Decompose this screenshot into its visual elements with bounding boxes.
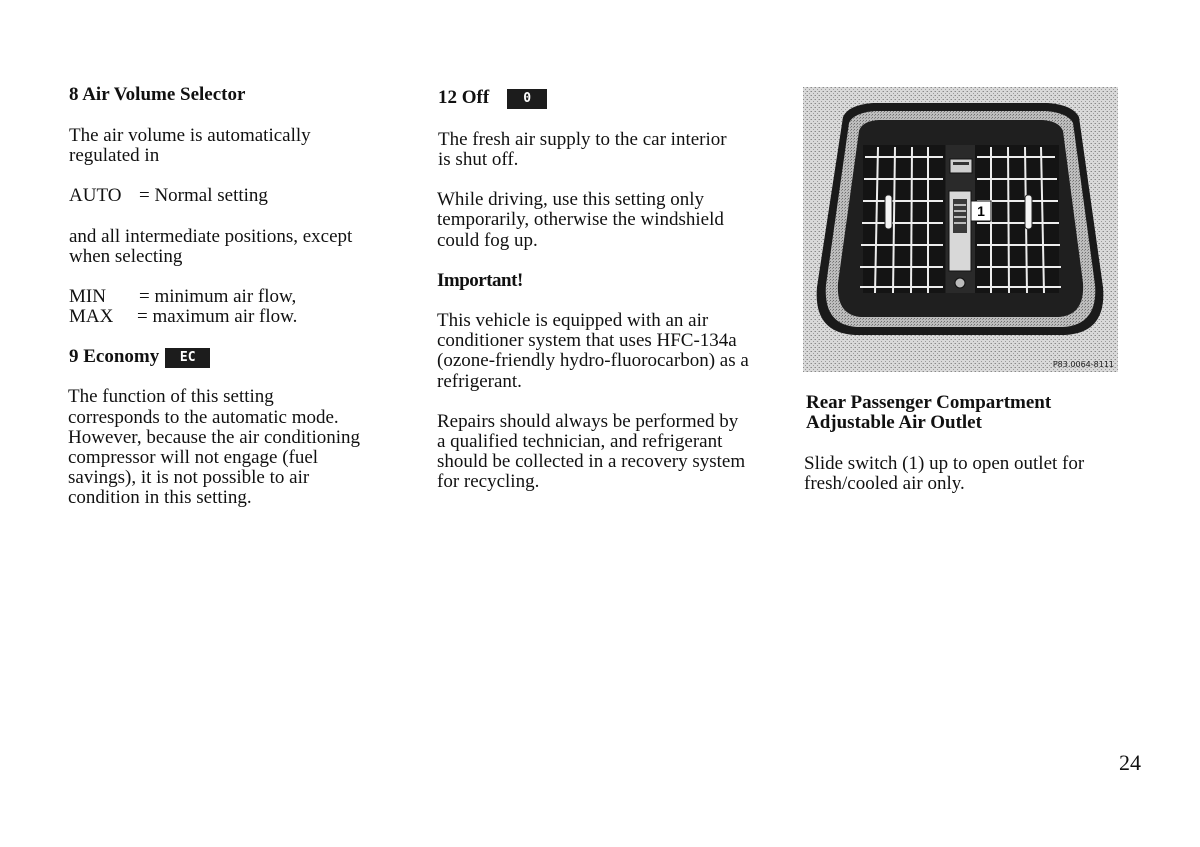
rear-outlet-heading-line2: Adjustable Air Outlet <box>806 412 982 433</box>
economy-heading <box>69 347 210 368</box>
col1-p1-line1: The air volume is automatically <box>69 125 311 146</box>
off-heading <box>438 88 547 109</box>
col1-p2-line1: and all intermediate positions, except <box>69 226 353 247</box>
col1-p3-line5: savings), it is not possible to air <box>68 467 310 488</box>
col1-p2-line2: when selecting <box>69 246 183 267</box>
off-zero-icon: 0 <box>507 89 547 109</box>
max-setting-key: MAX <box>69 306 114 327</box>
col2-p4-line2: a qualified technician, and refrigerant <box>437 431 723 452</box>
rear-air-outlet-illustration <box>803 87 1118 372</box>
air-volume-selector-heading: 8 Air Volume Selector <box>69 84 246 105</box>
page-number: 24 <box>1119 750 1141 775</box>
figure-callout-1: 1 <box>977 203 985 219</box>
col2-p3-line4: refrigerant. <box>437 371 522 392</box>
col1-p3-line4: compressor will not engage (fuel <box>68 447 319 468</box>
col2-p2-line3: could fog up. <box>437 230 538 251</box>
figure-code: P83.0064-8111 <box>1052 360 1114 369</box>
min-setting-value: = minimum air flow, <box>139 286 297 307</box>
col3-p1-line2: fresh/cooled air only. <box>804 473 965 494</box>
air-outlet-figure <box>803 87 1118 372</box>
col2-p1-line1: The fresh air supply to the car interior <box>438 129 727 150</box>
col2-p4-line1: Repairs should always be performed by <box>437 411 739 432</box>
important-heading: Important! <box>437 270 523 291</box>
col2-p3-line2: conditioner system that uses HFC-134a <box>437 330 737 351</box>
economy-ec-icon: EC <box>165 348 210 368</box>
economy-heading-text: 9 Economy <box>69 346 160 367</box>
col1-p3-line3: However, because the air conditioning <box>68 427 361 448</box>
col1-p3-line6: condition in this setting. <box>68 487 252 508</box>
off-heading-text: 12 Off <box>438 87 490 108</box>
rear-outlet-heading-line1: Rear Passenger Compartment <box>806 392 1052 413</box>
col2-p3-line1: This vehicle is equipped with an air <box>437 310 709 331</box>
col2-p2-line2: temporarily, otherwise the windshield <box>437 209 724 230</box>
col1-p3-line2: corresponds to the automatic mode. <box>68 407 339 428</box>
col1-p1-line2: regulated in <box>69 145 160 166</box>
max-setting-value: = maximum air flow. <box>137 306 298 327</box>
col2-p4-line4: for recycling. <box>437 471 540 492</box>
col3-p1-line1: Slide switch (1) up to open outlet for <box>804 453 1085 474</box>
min-setting-key: MIN <box>69 286 106 307</box>
col2-p4-line3: should be collected in a recovery system <box>437 451 746 472</box>
col2-p2-line1: While driving, use this setting only <box>437 189 705 210</box>
col2-p1-line2: is shut off. <box>438 149 519 170</box>
col2-p3-line3: (ozone-friendly hydro-fluorocarbon) as a <box>437 350 749 371</box>
auto-setting-value: = Normal setting <box>139 185 268 206</box>
col1-p3-line1: The function of this setting <box>68 386 274 407</box>
auto-setting-key: AUTO <box>69 185 122 206</box>
